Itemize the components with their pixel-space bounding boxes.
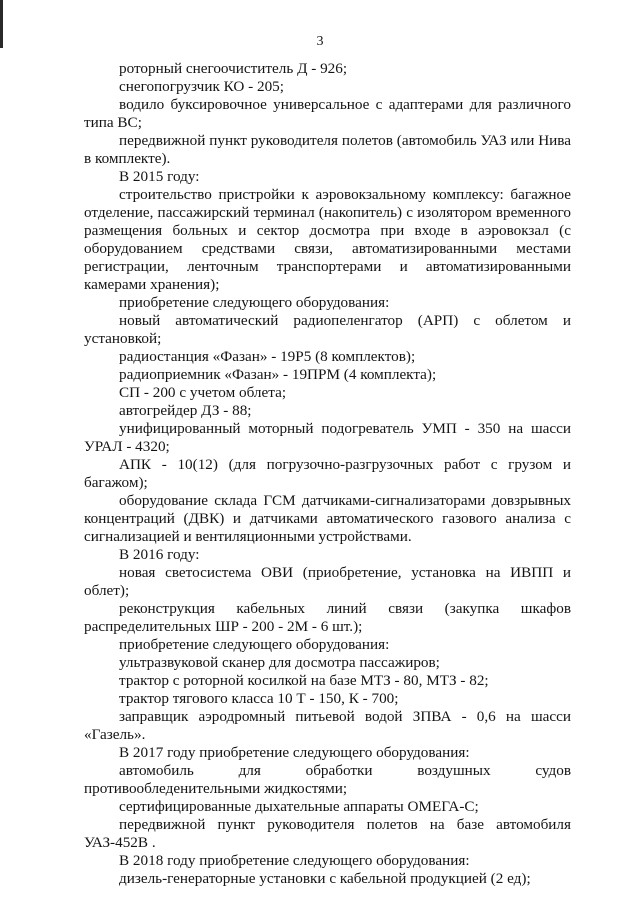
list-item: водило буксировочное универсальное с адаптерами для различного типа ВС;	[84, 96, 571, 131]
list-item: передвижной пункт руководителя полетов на базе автомобиля УАЗ-452В .	[84, 816, 571, 851]
list-item: приобретение следующего оборудования:	[119, 294, 390, 311]
list-item: радиоприемник «Фазан» - 19ПРМ (4 комплекта);	[119, 366, 437, 383]
list-item: снегопогрузчик КО - 205;	[119, 78, 284, 95]
list-item: СП - 200 с учетом облета;	[119, 384, 287, 401]
list-item: оборудование склада ГСМ датчиками-сигнализаторами довзрывных концентраций (ДВК) и датчиками автоматического газового анализа с сигнализацией и вентиляционными устройствами.	[84, 492, 571, 545]
list-item: приобретение следующего оборудования:	[119, 636, 390, 653]
list-item: заправщик аэродромный питьевой водой ЗПВА - 0,6 на шасси «Газель».	[84, 708, 571, 743]
list-item: АПК - 10(12) (для погрузочно-разгрузочных работ с грузом и багажом);	[84, 456, 571, 491]
list-item: автомобиль для обработки воздушных судов противообледенительными жидкостями;	[84, 762, 571, 797]
list-item: ультразвуковой сканер для досмотра пассажиров;	[119, 654, 440, 671]
year-heading-2015: В 2015 году:	[119, 168, 200, 185]
list-item: дизель-генераторные установки с кабельной продукцией (2 ед);	[119, 870, 531, 887]
list-item: новая светосистема ОВИ (приобретение, установка на ИВПП и облет);	[84, 564, 571, 599]
list-item: трактор тягового класса 10 Т - 150, К - 700;	[119, 690, 399, 707]
list-item: автогрейдер ДЗ - 88;	[119, 402, 252, 419]
list-item: сертифицированные дыхательные аппараты ОМЕГА-С;	[119, 798, 479, 815]
list-item: унифицированный моторный подогреватель УМП - 350 на шасси УРАЛ - 4320;	[84, 420, 571, 455]
list-item: строительство пристройки к аэровокзальному комплексу: багажное отделение, пассажирский терминал (накопитель) с изолятором временного размещения больных и сектор досмотра при входе в аэровокзал (с оборудованием средствами связи, автоматизированными местами регистрации, ленточным транспортерами и автоматизированными камерами хранения);	[84, 186, 571, 293]
page-number: 3	[316, 34, 324, 49]
list-item: радиостанция «Фазан» - 19Р5 (8 комплектов);	[119, 348, 416, 365]
document-body	[84, 60, 571, 888]
list-item: новый автоматический радиопеленгатор (АРП) с облетом и установкой;	[84, 312, 571, 347]
year-heading-2017: В 2017 году приобретение следующего оборудования:	[119, 744, 470, 761]
list-item: трактор с роторной косилкой на базе МТЗ - 80, МТЗ - 82;	[119, 672, 489, 689]
list-item: роторный снегоочиститель Д - 926;	[119, 60, 348, 77]
list-item: передвижной пункт руководителя полетов (автомобиль УАЗ или Нива в комплекте).	[84, 132, 571, 167]
year-heading-2018: В 2018 году приобретение следующего оборудования:	[119, 852, 470, 869]
year-heading-2016: В 2016 году:	[119, 546, 200, 563]
list-item: реконструкция кабельных линий связи (закупка шкафов распределительных ШР - 200 - 2М - 6 шт.);	[84, 600, 571, 635]
